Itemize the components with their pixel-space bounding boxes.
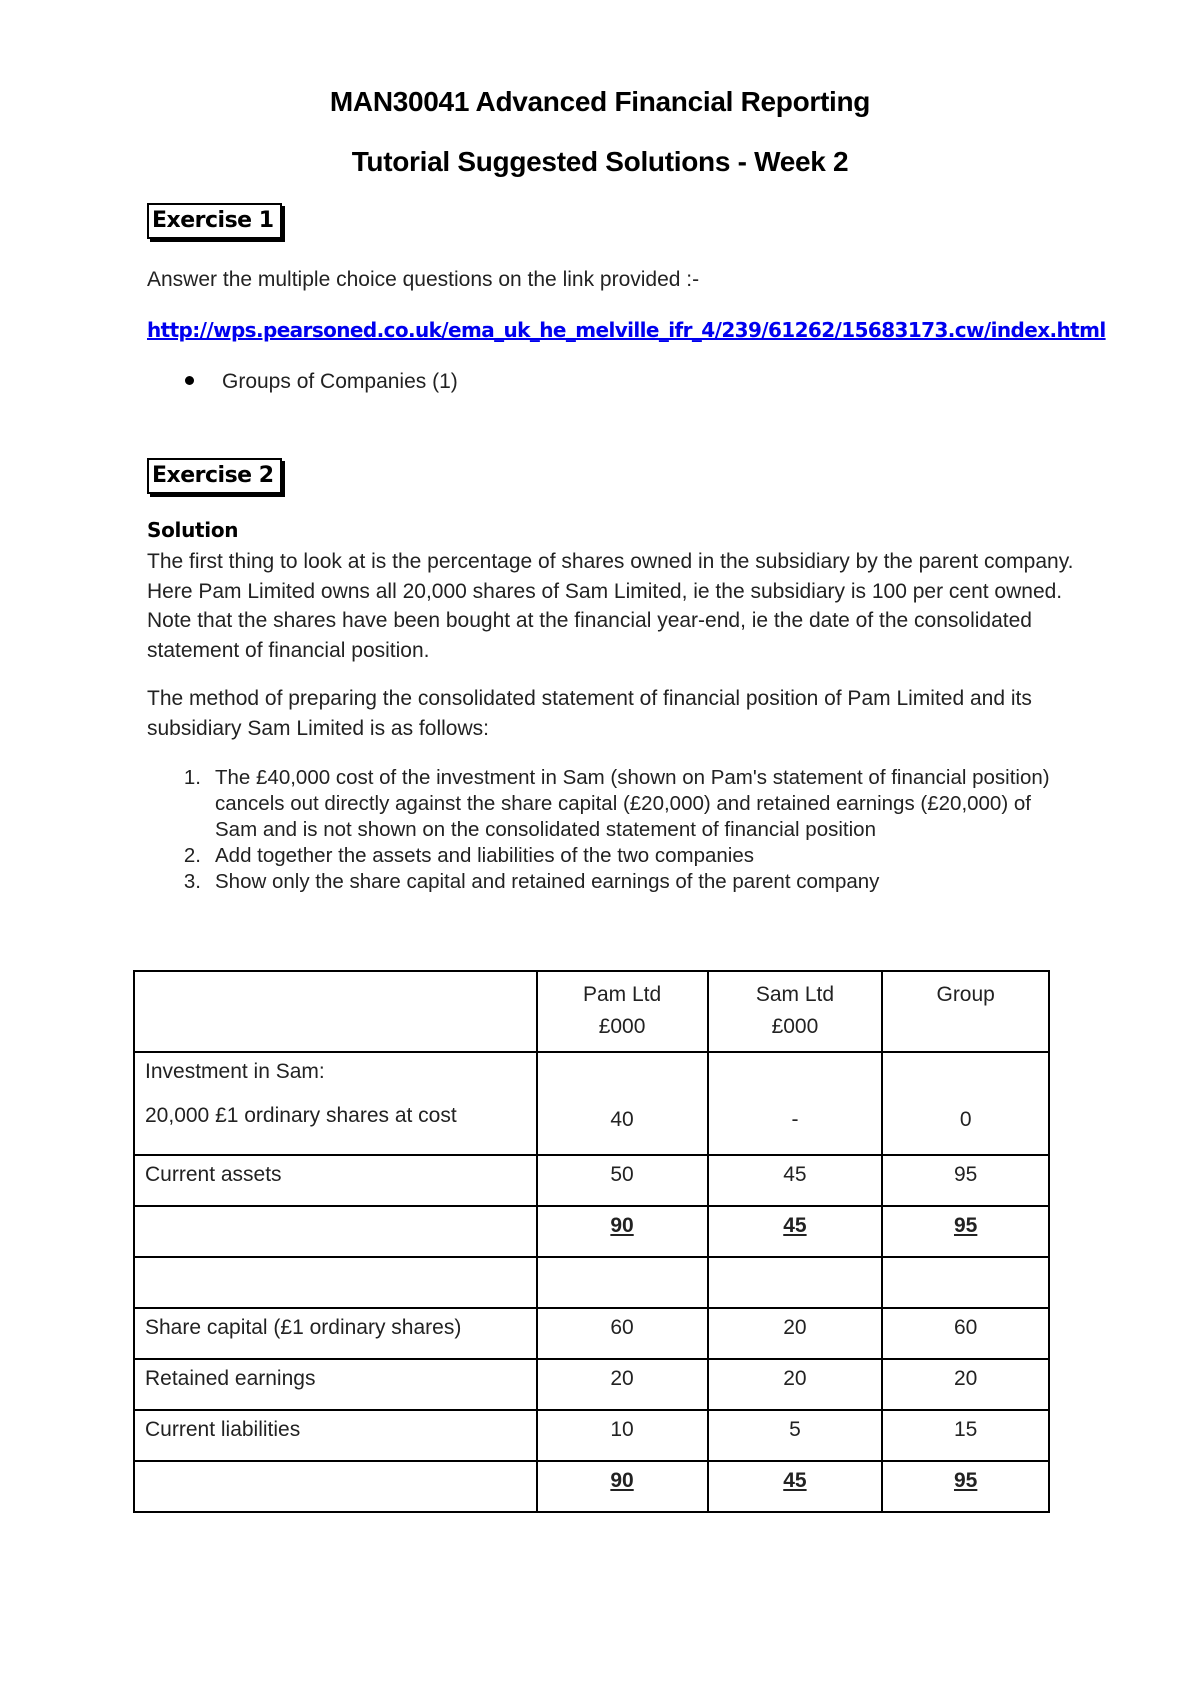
table-blank-row [134, 1257, 1049, 1308]
method-steps-list [147, 765, 1067, 895]
table-cell: 60 [882, 1308, 1049, 1359]
column-name: Pam Ltd [582, 983, 662, 1006]
table-cell: 90 [537, 1461, 708, 1512]
table-cell: 95 [882, 1206, 1049, 1257]
method-step [147, 843, 1067, 869]
column-header-group [882, 971, 1049, 1052]
document-subtitle: Tutorial Suggested Solutions - Week 2 [351, 146, 849, 177]
table-cell: - [708, 1052, 883, 1155]
table-cell: 95 [882, 1155, 1049, 1206]
exercise-1-heading: Exercise 1 [147, 203, 282, 239]
table-cell: 0 [882, 1052, 1049, 1155]
pearson-link[interactable]: http://wps.pearsoned.co.uk/ema_uk_he_melville_ifr_4/239/61262/15683173.cw/index.html [147, 318, 1106, 342]
table-cell [882, 1257, 1049, 1308]
table-row [134, 1359, 1049, 1410]
document-title: MAN30041 Advanced Financial Reporting [329, 86, 871, 117]
table-row [134, 1308, 1049, 1359]
table-cell: 45 [708, 1206, 883, 1257]
table-cell: 45 [708, 1155, 883, 1206]
column-unit: £000 [598, 1015, 646, 1038]
consolidated-sofp-table [133, 970, 1050, 1513]
table-row [134, 1052, 1049, 1155]
table-row [134, 1410, 1049, 1461]
row-label: Current assets [134, 1155, 537, 1206]
row-label: Share capital (£1 ordinary shares) [134, 1308, 537, 1359]
solution-paragraph-2: The method of preparing the consolidated statement of financial position of Pam Limited and its subsidiary Sam Limited is as follows: [147, 687, 1032, 740]
table-cell [134, 1461, 537, 1512]
column-unit: £000 [771, 1015, 819, 1038]
step-number: 1. [183, 766, 201, 789]
table-row [134, 1155, 1049, 1206]
table-total-row [134, 1461, 1049, 1512]
solution-label: Solution [147, 518, 239, 542]
table-cell: 20 [882, 1359, 1049, 1410]
table-cell: 40 [537, 1052, 708, 1155]
step-number: 3. [183, 870, 201, 893]
table-cell: 60 [537, 1308, 708, 1359]
table-cell: 5 [708, 1410, 883, 1461]
method-step [147, 869, 1067, 895]
column-header-pam [537, 971, 708, 1052]
investment-sublabel: 20,000 £1 ordinary shares at cost [145, 1104, 457, 1127]
row-label: Retained earnings [134, 1359, 537, 1410]
table-cell [134, 1257, 537, 1308]
investment-label: Investment in Sam: [145, 1060, 325, 1083]
step-text: Show only the share capital and retained earnings of the parent company [215, 870, 880, 893]
bullet-text: Groups of Companies (1) [222, 370, 458, 393]
column-name: Sam Ltd [755, 983, 835, 1006]
exercise-2-heading: Exercise 2 [147, 458, 282, 494]
table-cell: 20 [537, 1359, 708, 1410]
column-name: Group [936, 983, 995, 1006]
table-cell [537, 1257, 708, 1308]
column-header-sam [708, 971, 883, 1052]
bullet-item [185, 370, 458, 394]
table-total-row [134, 1206, 1049, 1257]
table-cell: 15 [882, 1410, 1049, 1461]
exercise-1-instruction: Answer the multiple choice questions on the link provided :- [147, 268, 700, 291]
table-cell [708, 1257, 883, 1308]
table-cell: 50 [537, 1155, 708, 1206]
table-cell: 20 [708, 1308, 883, 1359]
table-cell: 90 [537, 1206, 708, 1257]
row-label [134, 1052, 537, 1155]
table-cell [134, 971, 537, 1052]
step-text: Add together the assets and liabilities of the two companies [215, 844, 755, 867]
table-cell: 45 [708, 1461, 883, 1512]
table-cell: 95 [882, 1461, 1049, 1512]
table-cell [134, 1206, 537, 1257]
bullet-icon [185, 376, 194, 385]
solution-paragraph-1: The first thing to look at is the percentage of shares owned in the subsidiary by the parent company. Here Pam Limited owns all 20,000 shares of Sam Limited, ie the subsidiary is 100 per cent owned. Note that the shares have been bought at the financial year-end, ie the date of the consolidated statement of financial position. [147, 550, 1074, 662]
row-label: Current liabilities [134, 1410, 537, 1461]
table-header-row [134, 971, 1049, 1052]
table-cell: 20 [708, 1359, 883, 1410]
step-number: 2. [183, 844, 201, 867]
method-step [147, 765, 1067, 843]
step-text: The £40,000 cost of the investment in Sam (shown on Pam's statement of financial position) cancels out directly against the share capital (£20,000) and retained earnings (£20,000) of Sam and is not shown on the consolidated statement of financial position [215, 766, 1050, 841]
table-cell: 10 [537, 1410, 708, 1461]
